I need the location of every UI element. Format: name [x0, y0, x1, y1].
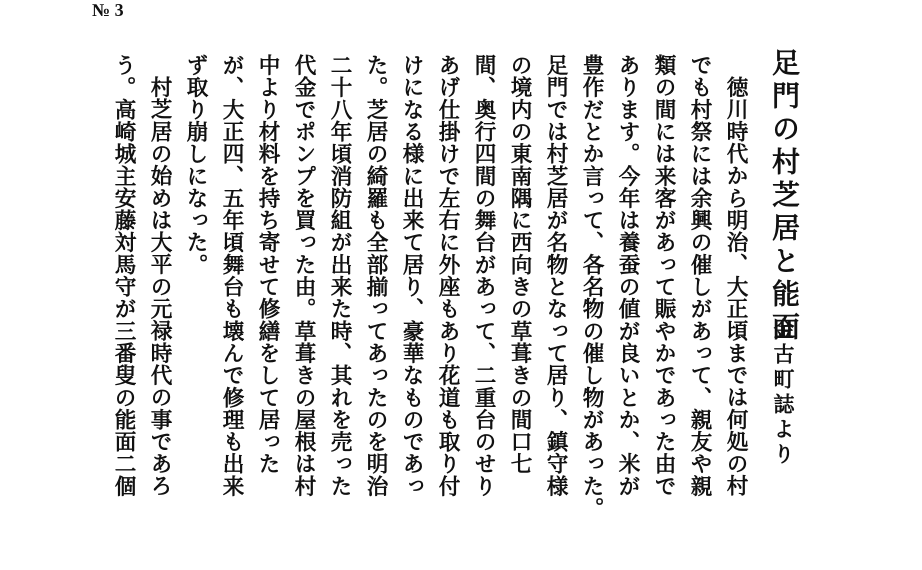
text-column-6: 足門では村芝居が名物となって居り、鎮守様	[543, 54, 568, 497]
page-number: № 3	[92, 0, 124, 20]
text-column-5: 豊作だとか言って、各名物の催し物があった。	[579, 54, 604, 520]
text-column-11: た。芝居の綺羅も全部揃ってあったのを明治	[363, 54, 388, 497]
text-column-15: が、大正四、五年頃舞台も壊んで修理も出来	[219, 54, 244, 497]
text-column-1: 徳川時代から明治、大正頃までは何処の村	[723, 76, 748, 497]
text-column-10: けになる様に出来て居り、豪華なものであっ	[399, 54, 424, 497]
text-column-8: 間、奥行四間の舞台があって、二重台のせり	[471, 54, 496, 497]
text-column-13: 代金でポンプを買った由。草葺きの屋根は村	[291, 54, 316, 497]
article-source: 金古町誌より	[771, 318, 796, 468]
text-column-14: 中より材料を持ち寄せて修繕をして居った	[255, 54, 280, 475]
text-column-9: あげ仕掛けで左右に外座もあり花道も取り付	[435, 54, 460, 497]
text-column-7: の境内の東南隅に西向きの草葺きの間口七	[507, 54, 532, 475]
text-column-18: う。高崎城主安藤対馬守が三番叟の能面二個	[111, 54, 136, 497]
text-column-4: あります。今年は養蚕の値が良いとか、米が	[615, 54, 640, 497]
text-column-17: 村芝居の始めは大平の元禄時代の事であろ	[147, 76, 172, 497]
text-column-12: 二十八年頃消防組が出来た時、其れを売った	[327, 54, 352, 497]
text-column-16: ず取り崩しになった。	[183, 54, 208, 276]
text-column-3: 類の間には来客があって賑やかであった由で	[651, 54, 676, 497]
article-title: 足門の村芝居と能面	[768, 48, 801, 345]
text-column-2: でも村祭には余興の催しがあって、親友や親	[687, 54, 712, 497]
